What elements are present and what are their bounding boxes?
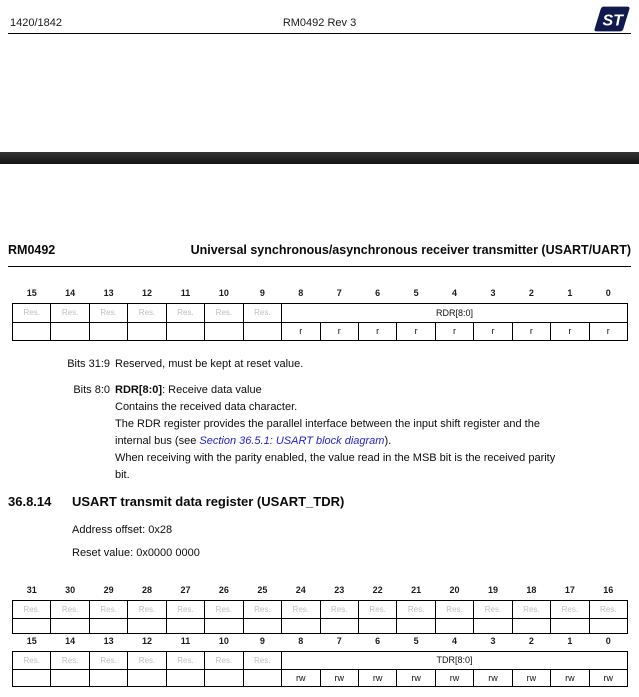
empty-access-cell (282, 618, 320, 633)
page-separator-bar (0, 152, 639, 164)
bit-number: 23 (334, 584, 345, 595)
reserved-cell: Res. (89, 651, 127, 669)
page-number: 1420/1842 (10, 17, 62, 29)
empty-access-cell (320, 618, 358, 633)
bit-number: 8 (298, 287, 304, 298)
bit-number: 11 (180, 287, 191, 298)
empty-access-cell (435, 618, 473, 633)
reserved-cell: Res. (320, 600, 358, 618)
reserved-cell: Res. (89, 600, 127, 618)
reserved-cell: Res. (474, 600, 512, 618)
empty-access-cell (205, 322, 243, 340)
reserved-cell: Res. (243, 303, 281, 322)
empty-access-cell (512, 618, 550, 633)
bit-number: 3 (490, 287, 496, 298)
bit-number: 1 (567, 635, 573, 646)
access-type-cell: r (282, 322, 320, 340)
empty-access-cell (166, 669, 204, 686)
access-type-cell: rw (358, 669, 396, 686)
chapter-header (8, 243, 631, 258)
empty-access-cell (89, 618, 127, 633)
field-name-suffix: : Receive data value (162, 384, 262, 396)
register-bit-table (12, 282, 628, 341)
link-suffix: ). (384, 435, 392, 447)
reset-value: Reset value: 0x0000 0000 (72, 547, 200, 559)
empty-access-cell (128, 669, 166, 686)
bit-number: 0 (605, 287, 611, 298)
bits-description: Reserved, must be kept at reset value. (115, 358, 304, 370)
field-cell: TDR[8:0] (282, 651, 628, 669)
previous-page-footer (0, 0, 639, 36)
access-type-cell: rw (474, 669, 512, 686)
empty-access-cell (13, 322, 51, 340)
empty-access-cell (89, 322, 127, 340)
empty-access-cell (243, 322, 281, 340)
bit-number: 2 (528, 287, 534, 298)
access-type-cell: r (397, 322, 435, 340)
bit-number: 12 (142, 287, 153, 298)
bit-number: 29 (103, 584, 114, 595)
reserved-cell: Res. (13, 600, 51, 618)
register-bit-table (12, 583, 628, 634)
access-type-cell: rw (320, 669, 358, 686)
empty-access-cell (166, 322, 204, 340)
bit-number: 8 (298, 635, 304, 646)
bit-number: 6 (375, 287, 381, 298)
register-bit-table (12, 634, 628, 687)
st-logo-letters: ST (602, 12, 623, 30)
reserved-cell: Res. (51, 600, 89, 618)
reserved-cell: Res. (51, 651, 89, 669)
empty-access-cell (51, 322, 89, 340)
description-line (115, 433, 605, 450)
empty-access-cell (474, 618, 512, 633)
bit-number: 5 (413, 635, 419, 646)
bit-number: 17 (564, 584, 575, 595)
access-type-cell: r (320, 322, 358, 340)
bit-number: 11 (180, 635, 191, 646)
bit-number: 18 (526, 584, 537, 595)
bit-number: 21 (411, 584, 422, 595)
access-type-cell: rw (589, 669, 627, 686)
bit-number: 16 (603, 584, 614, 595)
bit-number: 0 (605, 635, 611, 646)
empty-access-cell (205, 669, 243, 686)
footer-rule (8, 33, 631, 34)
empty-access-cell (89, 669, 127, 686)
section-heading (8, 494, 344, 509)
bit-number: 27 (180, 584, 191, 595)
bit-number: 15 (26, 635, 37, 646)
reserved-cell: Res. (205, 600, 243, 618)
bit-number: 31 (26, 584, 37, 595)
reserved-cell: Res. (128, 303, 166, 322)
bit-number: 19 (487, 584, 498, 595)
bit-number: 7 (336, 635, 342, 646)
bit-number: 24 (295, 584, 306, 595)
description-line: Contains the received data character. (115, 401, 298, 413)
empty-access-cell (51, 669, 89, 686)
empty-access-cell (397, 618, 435, 633)
access-type-cell: rw (397, 669, 435, 686)
access-type-cell: rw (551, 669, 589, 686)
access-type-cell: rw (435, 669, 473, 686)
bit-number: 20 (449, 584, 460, 595)
bit-number: 26 (218, 584, 229, 595)
field-cell: RDR[8:0] (282, 303, 628, 322)
bit-number: 9 (259, 287, 265, 298)
section-link[interactable]: Section 36.5.1: USART block diagram (199, 435, 385, 447)
field-title-line (115, 382, 605, 399)
doc-id: RM0492 (8, 243, 56, 257)
bit-number: 4 (452, 287, 458, 298)
reserved-cell: Res. (13, 651, 51, 669)
header-rule (8, 266, 631, 267)
reserved-cell: Res. (243, 600, 281, 618)
bit-number: 22 (372, 584, 383, 595)
bits-range-label: Bits 8:0 (73, 384, 110, 396)
bit-number: 25 (257, 584, 268, 595)
empty-access-cell (166, 618, 204, 633)
reserved-cell: Res. (397, 600, 435, 618)
empty-access-cell (551, 618, 589, 633)
access-type-cell: rw (282, 669, 320, 686)
access-type-cell: r (512, 322, 550, 340)
reserved-cell: Res. (166, 651, 204, 669)
access-type-cell: r (358, 322, 396, 340)
empty-access-cell (13, 669, 51, 686)
section-title: USART transmit data register (USART_TDR) (72, 494, 345, 509)
bit-number: 5 (413, 287, 419, 298)
empty-access-cell (128, 618, 166, 633)
bit-number: 14 (65, 287, 76, 298)
reserved-cell: Res. (205, 303, 243, 322)
tdr-register-table-low (12, 634, 628, 687)
bit-number: 9 (259, 635, 265, 646)
bit-number: 7 (336, 287, 342, 298)
chapter-title: Universal synchronous/asynchronous receiver transmitter (USART/UART) (190, 243, 631, 257)
reserved-cell: Res. (435, 600, 473, 618)
access-type-cell: r (551, 322, 589, 340)
access-type-cell: r (474, 322, 512, 340)
bit-number: 13 (103, 287, 114, 298)
reserved-cell: Res. (205, 651, 243, 669)
bits-8-0-row (0, 382, 631, 484)
empty-access-cell (51, 618, 89, 633)
empty-access-cell (128, 322, 166, 340)
bit-number: 2 (528, 635, 534, 646)
description-line: When receiving with the parity enabled, the value read in the MSB bit is the received parity (115, 452, 556, 464)
section-number: 36.8.14 (8, 494, 52, 509)
empty-access-cell (205, 618, 243, 633)
bit-number: 4 (452, 635, 458, 646)
bit-number: 6 (375, 635, 381, 646)
bit-number: 28 (142, 584, 153, 595)
tdr-register-table-high (12, 583, 628, 634)
bits-description (115, 382, 605, 484)
bits-31-9-row (0, 356, 631, 373)
reserved-cell: Res. (166, 303, 204, 322)
reserved-cell: Res. (51, 303, 89, 322)
st-logo-icon (594, 6, 630, 32)
access-type-cell: r (589, 322, 627, 340)
bit-number: 15 (26, 287, 37, 298)
empty-access-cell (358, 618, 396, 633)
reserved-cell: Res. (589, 600, 627, 618)
reserved-cell: Res. (128, 600, 166, 618)
bit-number: 30 (65, 584, 76, 595)
bit-number: 10 (218, 635, 229, 646)
bits-range-label: Bits 31:9 (67, 358, 110, 370)
reserved-cell: Res. (13, 303, 51, 322)
bit-descriptions (0, 356, 631, 493)
reserved-cell: Res. (358, 600, 396, 618)
empty-access-cell (243, 618, 281, 633)
access-type-cell: rw (512, 669, 550, 686)
reserved-cell: Res. (89, 303, 127, 322)
rdr-register-table (12, 282, 628, 341)
bit-number: 12 (142, 635, 153, 646)
reserved-cell: Res. (166, 600, 204, 618)
field-name: RDR[8:0] (115, 384, 163, 396)
reserved-cell: Res. (243, 651, 281, 669)
description-line: bit. (115, 469, 130, 481)
reserved-cell: Res. (282, 600, 320, 618)
bit-number: 1 (567, 287, 573, 298)
bit-number: 14 (65, 635, 76, 646)
address-offset: Address offset: 0x28 (72, 524, 173, 536)
bit-number: 13 (103, 635, 114, 646)
reserved-cell: Res. (551, 600, 589, 618)
reserved-cell: Res. (512, 600, 550, 618)
link-prefix: internal bus (see (115, 435, 200, 447)
empty-access-cell (243, 669, 281, 686)
empty-access-cell (13, 618, 51, 633)
access-type-cell: r (435, 322, 473, 340)
bit-number: 3 (490, 635, 496, 646)
description-line: The RDR register provides the parallel interface between the input shift register and the (115, 418, 540, 430)
doc-revision: RM0492 Rev 3 (282, 17, 357, 29)
bit-number: 10 (218, 287, 229, 298)
empty-access-cell (589, 618, 627, 633)
reserved-cell: Res. (128, 651, 166, 669)
